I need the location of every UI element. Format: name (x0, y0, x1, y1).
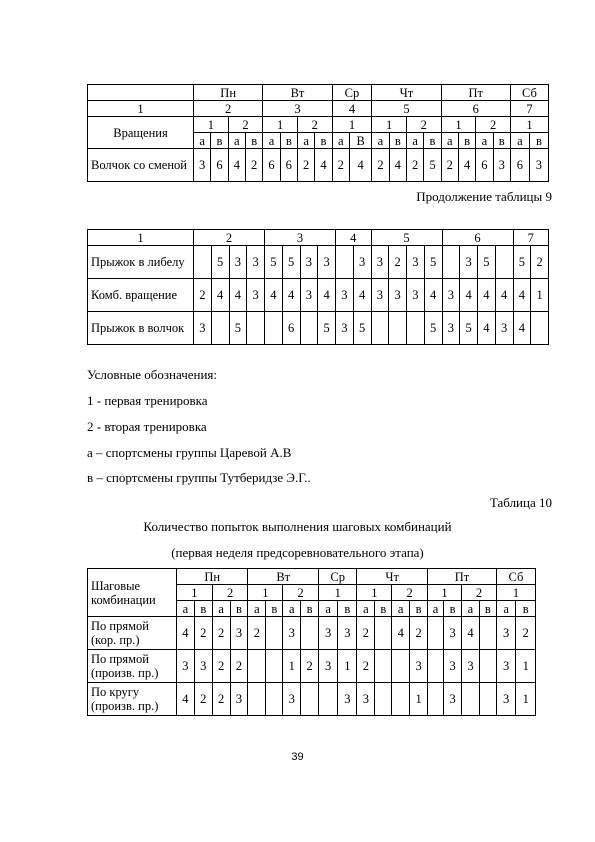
value-cell: 3 (336, 312, 354, 345)
value-cell: 3 (496, 650, 516, 683)
value-cell: 3 (177, 650, 195, 683)
value-cell (407, 312, 425, 345)
value-cell (462, 683, 480, 716)
data-row (88, 279, 549, 312)
value-cell (495, 246, 513, 279)
group-header: а (372, 133, 389, 149)
value-cell: 3 (442, 312, 460, 345)
value-cell: 3 (407, 279, 425, 312)
value-cell: 6 (211, 149, 228, 182)
value-cell: 5 (478, 246, 496, 279)
value-cell: 4 (228, 149, 245, 182)
group-header: в (375, 601, 392, 617)
number-cell: 5 (372, 101, 441, 117)
value-cell: 2 (194, 683, 212, 716)
value-cell: 3 (444, 683, 462, 716)
number-cell: 1 (88, 101, 194, 117)
day-header: Ср (332, 85, 372, 101)
value-cell: 4 (478, 279, 496, 312)
value-cell: 1 (531, 279, 549, 312)
value-cell (375, 683, 392, 716)
session-header: 2 (476, 117, 511, 133)
value-cell: 2 (357, 650, 375, 683)
day-header: Чт (372, 85, 441, 101)
day-header: Пт (428, 569, 497, 585)
value-cell: 2 (301, 650, 319, 683)
value-cell: 5 (460, 312, 478, 345)
legend-item: 1 - первая тренировка (87, 393, 208, 408)
value-cell: 1 (338, 650, 357, 683)
value-cell (531, 312, 549, 345)
value-cell (428, 650, 444, 683)
data-row (88, 650, 536, 683)
row-label: По прямой (кор. пр.) (88, 617, 177, 650)
value-cell: 3 (318, 246, 336, 279)
value-cell: 3 (493, 149, 510, 182)
value-cell: 1 (283, 650, 301, 683)
session-header: 1 (332, 117, 372, 133)
session-header: 1 (319, 585, 357, 601)
value-cell (248, 683, 266, 716)
session-header: 1 (372, 117, 407, 133)
session-header: 2 (212, 585, 248, 601)
value-cell: 3 (229, 246, 247, 279)
page-number: 39 (291, 751, 304, 763)
value-cell: 4 (462, 617, 480, 650)
day-header: Пн (194, 85, 263, 101)
value-cell: 2 (194, 279, 212, 312)
group-header: в (211, 133, 228, 149)
number-cell: 6 (442, 230, 513, 246)
session-header: 1 (263, 117, 298, 133)
value-cell: 5 (229, 312, 247, 345)
group-header: а (462, 601, 480, 617)
group-header: в (194, 601, 212, 617)
value-cell: 4 (177, 617, 195, 650)
header-row-numbers (88, 101, 549, 117)
session-header: 1 (194, 117, 229, 133)
group-header: а (228, 133, 245, 149)
legend-item: а – спортсмены группы Царевой А.В (87, 445, 292, 460)
value-cell: 3 (230, 617, 248, 650)
group-header: в (493, 133, 510, 149)
value-cell: 3 (194, 650, 212, 683)
group-header: а (357, 601, 375, 617)
value-cell (375, 617, 392, 650)
day-header: Пт (441, 85, 510, 101)
corner-cell (88, 85, 194, 101)
value-cell (479, 683, 496, 716)
data-row (88, 617, 536, 650)
group-header: а (510, 133, 529, 149)
group-header: в (230, 601, 248, 617)
group-header: в (338, 601, 357, 617)
table-step-combinations (87, 568, 536, 716)
value-cell: 6 (510, 149, 529, 182)
value-cell: 3 (444, 617, 462, 650)
value-cell: 3 (247, 279, 265, 312)
value-cell (211, 312, 229, 345)
number-cell: 1 (88, 230, 194, 246)
value-cell: 5 (265, 246, 283, 279)
value-cell: 5 (513, 246, 531, 279)
value-cell: 5 (353, 312, 371, 345)
value-cell (392, 650, 410, 683)
session-header: 2 (392, 585, 428, 601)
value-cell (392, 683, 410, 716)
value-cell (194, 246, 212, 279)
number-cell: 2 (194, 230, 265, 246)
group-header: в (245, 133, 262, 149)
table10-label: Таблица 10 (489, 495, 552, 510)
value-cell: 6 (476, 149, 493, 182)
value-cell: 3 (319, 650, 338, 683)
value-cell: 3 (389, 279, 407, 312)
value-cell (428, 683, 444, 716)
value-cell: 4 (318, 279, 336, 312)
value-cell (371, 312, 389, 345)
number-cell: 4 (336, 230, 372, 246)
day-header: Ср (319, 569, 357, 585)
data-row (88, 683, 536, 716)
value-cell: 3 (371, 246, 389, 279)
table10-subtitle: (первая неделя предсоревновательного этапа) (171, 545, 424, 560)
value-cell: 2 (212, 683, 230, 716)
value-cell: 2 (516, 617, 536, 650)
session-header: 2 (462, 585, 497, 601)
value-cell (479, 650, 496, 683)
day-header: Вт (263, 85, 332, 101)
session-header: 1 (177, 585, 213, 601)
session-header: 2 (228, 117, 263, 133)
number-cell: 3 (265, 230, 336, 246)
row-group-label: Шаговые комбинации (88, 569, 177, 617)
value-cell: 2 (531, 246, 549, 279)
value-cell: 4 (229, 279, 247, 312)
value-cell: 4 (460, 279, 478, 312)
continuation-label: Продолжение таблицы 9 (416, 189, 552, 204)
value-cell: 3 (353, 246, 371, 279)
data-row (88, 312, 549, 345)
value-cell: 3 (300, 246, 318, 279)
group-header: а (319, 601, 338, 617)
value-cell: 3 (495, 312, 513, 345)
group-header: а (428, 601, 444, 617)
group-header: в (389, 133, 406, 149)
value-cell: 6 (282, 312, 300, 345)
legend-title: Условные обозначения: (87, 367, 218, 382)
header-row-sessions (88, 117, 549, 133)
value-cell: 4 (424, 279, 442, 312)
value-cell (265, 312, 283, 345)
value-cell: 2 (357, 617, 375, 650)
value-cell: 3 (462, 650, 480, 683)
value-cell (479, 617, 496, 650)
value-cell: 2 (230, 650, 248, 683)
value-cell: 3 (336, 279, 354, 312)
value-cell: 3 (410, 650, 428, 683)
value-cell: 4 (353, 279, 371, 312)
value-cell: 4 (315, 149, 332, 182)
value-cell: 3 (529, 149, 548, 182)
group-header: а (177, 601, 195, 617)
value-cell: 5 (424, 149, 441, 182)
row-label: Прыжок в волчок (88, 312, 194, 345)
group-header: а (441, 133, 458, 149)
value-cell: 3 (338, 617, 357, 650)
value-cell: 5 (424, 312, 442, 345)
row-group-label: Вращения (88, 117, 194, 149)
row-label: По прямой (произв. пр.) (88, 650, 177, 683)
group-header: а (392, 601, 410, 617)
group-header: в (444, 601, 462, 617)
value-cell: 2 (406, 149, 423, 182)
value-cell: 4 (282, 279, 300, 312)
value-cell (248, 650, 266, 683)
group-header: а (194, 133, 211, 149)
value-cell (301, 617, 319, 650)
value-cell (266, 683, 283, 716)
value-cell (375, 650, 392, 683)
value-cell: 3 (230, 683, 248, 716)
value-cell: 2 (194, 617, 212, 650)
value-cell: 3 (442, 279, 460, 312)
session-header: 1 (428, 585, 462, 601)
number-cell: 7 (510, 101, 548, 117)
value-cell: 2 (245, 149, 262, 182)
value-cell: 6 (280, 149, 297, 182)
value-cell: 3 (407, 246, 425, 279)
group-header: а (406, 133, 423, 149)
group-header: в (410, 601, 428, 617)
value-cell: 3 (496, 683, 516, 716)
value-cell: 3 (300, 279, 318, 312)
group-header: а (212, 601, 230, 617)
row-label: По кругу (произв. пр.) (88, 683, 177, 716)
value-cell: 4 (495, 279, 513, 312)
session-header: 1 (441, 117, 476, 133)
session-header: 1 (248, 585, 283, 601)
value-cell: 2 (297, 149, 314, 182)
group-header: в (424, 133, 441, 149)
header-row-days (88, 85, 549, 101)
number-cell: 7 (513, 230, 549, 246)
group-header: в (280, 133, 297, 149)
group-header: а (476, 133, 493, 149)
value-cell (442, 246, 460, 279)
session-header: 2 (297, 117, 332, 133)
row-label: Комб. вращение (88, 279, 194, 312)
day-header: Чт (357, 569, 428, 585)
group-header: а (248, 601, 266, 617)
number-cell: 4 (332, 101, 372, 117)
value-cell: 3 (496, 617, 516, 650)
value-cell (389, 312, 407, 345)
number-cell: 3 (263, 101, 332, 117)
value-cell: 3 (338, 683, 357, 716)
legend-item: 2 - вторая тренировка (87, 419, 207, 434)
value-cell: 2 (410, 617, 428, 650)
group-header: В (349, 133, 371, 149)
row-label: Прыжок в либелу (88, 246, 194, 279)
value-cell: 5 (211, 246, 229, 279)
value-cell: 4 (458, 149, 475, 182)
group-header: в (458, 133, 475, 149)
value-cell: 3 (357, 683, 375, 716)
number-cell: 5 (371, 230, 442, 246)
value-cell: 4 (513, 312, 531, 345)
value-cell (300, 312, 318, 345)
session-header: 2 (406, 117, 441, 133)
value-cell: 4 (177, 683, 195, 716)
table10-title: Количество попыток выполнения шаговых комбинаций (143, 519, 452, 534)
value-cell: 4 (211, 279, 229, 312)
value-cell: 2 (212, 650, 230, 683)
day-header: Пн (177, 569, 248, 585)
value-cell: 4 (513, 279, 531, 312)
value-cell: 2 (372, 149, 389, 182)
session-header: 1 (357, 585, 392, 601)
value-cell: 3 (371, 279, 389, 312)
value-cell (319, 683, 338, 716)
row-label: Волчок со сменой (88, 149, 194, 182)
group-header: в (516, 601, 536, 617)
value-cell: 2 (441, 149, 458, 182)
day-header: Вт (248, 569, 319, 585)
value-cell: 2 (248, 617, 266, 650)
value-cell: 1 (410, 683, 428, 716)
value-cell (428, 617, 444, 650)
value-cell: 5 (318, 312, 336, 345)
value-cell: 4 (349, 149, 371, 182)
value-cell: 3 (283, 683, 301, 716)
value-cell (266, 617, 283, 650)
group-header: в (315, 133, 332, 149)
group-header: в (479, 601, 496, 617)
number-cell: 6 (441, 101, 510, 117)
day-header: Сб (496, 569, 535, 585)
group-header: в (266, 601, 283, 617)
value-cell: 6 (263, 149, 280, 182)
value-cell: 3 (319, 617, 338, 650)
data-row (88, 149, 549, 182)
group-header: в (301, 601, 319, 617)
table-schedule-part1 (87, 84, 549, 182)
value-cell: 3 (460, 246, 478, 279)
value-cell: 4 (265, 279, 283, 312)
group-header: а (297, 133, 314, 149)
session-header: 1 (510, 117, 548, 133)
legend-item: в – спортсмены группы Тутберидзе Э.Г.. (87, 470, 311, 485)
value-cell: 3 (283, 617, 301, 650)
value-cell: 5 (282, 246, 300, 279)
group-header: а (496, 601, 516, 617)
value-cell: 3 (247, 246, 265, 279)
value-cell: 2 (212, 617, 230, 650)
session-header: 1 (496, 585, 535, 601)
group-header: в (529, 133, 548, 149)
header-row-numbers (88, 230, 549, 246)
value-cell: 2 (389, 246, 407, 279)
value-cell: 4 (478, 312, 496, 345)
day-header: Сб (510, 85, 548, 101)
value-cell (301, 683, 319, 716)
value-cell: 5 (424, 246, 442, 279)
group-header: а (263, 133, 280, 149)
value-cell: 3 (194, 149, 211, 182)
value-cell: 4 (392, 617, 410, 650)
value-cell (266, 650, 283, 683)
value-cell: 2 (332, 149, 349, 182)
header-row-days (88, 569, 536, 585)
value-cell: 4 (389, 149, 406, 182)
value-cell: 3 (444, 650, 462, 683)
value-cell (336, 246, 354, 279)
group-header: а (283, 601, 301, 617)
number-cell: 2 (194, 101, 263, 117)
value-cell: 3 (194, 312, 212, 345)
group-header: а (332, 133, 349, 149)
value-cell: 1 (516, 683, 536, 716)
value-cell (247, 312, 265, 345)
table-schedule-part2 (87, 229, 549, 345)
session-header: 2 (283, 585, 319, 601)
value-cell: 1 (516, 650, 536, 683)
data-row (88, 246, 549, 279)
